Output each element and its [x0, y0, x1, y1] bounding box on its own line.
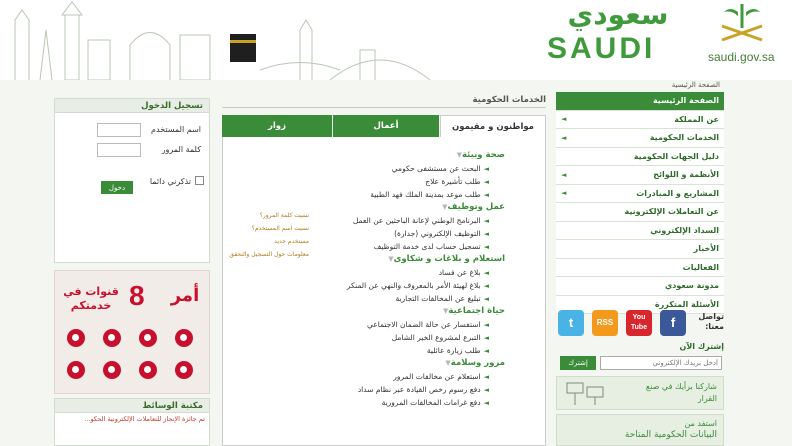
channel-icon [67, 329, 85, 347]
subscribe-form [556, 355, 724, 371]
youtube-icon[interactable]: You Tube [626, 310, 652, 336]
new-user-link[interactable]: مستخدم جديد [274, 238, 309, 245]
password-input[interactable] [97, 143, 141, 157]
logo-english[interactable]: SAUDI [547, 32, 656, 65]
nav-item[interactable] [556, 222, 724, 241]
service-link-label: تسجيل حساب لدى خدمة التوظيف [373, 242, 481, 251]
social-links [556, 308, 724, 338]
bullet-arrow-icon: ◄ [483, 334, 489, 342]
chevron-down-icon: ▼ [443, 307, 449, 315]
chevron-left-icon: ◄ [561, 115, 567, 124]
nav-item[interactable] [556, 166, 724, 185]
channel-icon [175, 329, 193, 347]
service-link-label: دفع رسوم رخص القيادة عبر نظام سداد [357, 385, 481, 394]
open-data-line1: استفد من [684, 419, 717, 428]
service-link-label: طلب موعد بمدينة الملك فهد الطبية [370, 190, 481, 199]
service-link[interactable] [225, 266, 505, 279]
services-title: الخدمات الحكومية [472, 95, 546, 105]
registration-info-link[interactable]: معلومات حول التسجيل والتحقق [229, 251, 309, 258]
media-item-link[interactable]: تم جائزة الإنجاز للتعاملات الإلكترونية الحكو... [84, 415, 205, 423]
services-tabs [222, 115, 546, 137]
bullet-arrow-icon: ◄ [483, 178, 489, 186]
service-link[interactable] [225, 383, 505, 396]
tab-citizens[interactable]: مواطنون و مقيمون [440, 115, 546, 137]
chevron-left-icon: ◄ [561, 133, 567, 142]
tab-visitors[interactable]: زوار [222, 115, 332, 137]
service-category-label: صحة وبيئة [461, 150, 505, 160]
service-link[interactable] [225, 162, 505, 175]
service-link-label: البحث عن مستشفى حكومي [391, 164, 481, 173]
nav-item[interactable] [556, 129, 724, 148]
bullet-arrow-icon: ◄ [483, 347, 489, 355]
service-link[interactable] [225, 370, 505, 383]
banner-text-line1: قنوات في [63, 285, 119, 298]
chevron-down-icon: ▼ [445, 359, 451, 367]
username-row [55, 123, 205, 137]
logo-arabic[interactable]: سعودي [567, 0, 669, 31]
service-link-label: التبرع لمشروع الخير الشامل [391, 333, 481, 342]
nav-item-label: عن المملكة [674, 114, 719, 124]
facebook-icon[interactable]: f [660, 310, 686, 336]
service-link[interactable] [225, 318, 505, 331]
service-link-label: بلاغ عن فساد [438, 268, 481, 277]
service-link-label: طلب زيارة عائلية [426, 346, 481, 355]
service-category-label: عمل وتوظيف [447, 202, 505, 212]
twitter-icon[interactable]: t [558, 310, 584, 336]
service-link[interactable] [225, 279, 505, 292]
rss-icon[interactable]: RSS [592, 310, 618, 336]
bullet-arrow-icon: ◄ [483, 165, 489, 173]
nav-item[interactable] [556, 277, 724, 296]
banner-brand-logo: أمر [170, 285, 200, 306]
service-link-label: طلب تأشيرة علاج [425, 177, 481, 186]
breadcrumb[interactable]: الصفحة الرئيسية [671, 81, 720, 89]
service-link-label: التوظيف الإلكتروني (جدارة) [394, 229, 481, 238]
forgot-password-link[interactable]: نسيت كلمة المرور؟ [259, 212, 309, 219]
email-input[interactable] [600, 356, 722, 370]
password-label: كلمة المرور [161, 145, 201, 154]
nav-item[interactable] [556, 92, 724, 111]
nav-item-label: الصفحة الرئيسية [652, 96, 719, 106]
site-header [0, 0, 792, 80]
subscribe-button[interactable]: إشترك [560, 356, 596, 370]
service-category[interactable] [225, 357, 505, 370]
nav-item-label: الأنظمة و اللوائح [653, 170, 719, 180]
chevron-down-icon: ▼ [388, 255, 394, 263]
login-button[interactable]: دخول [101, 181, 133, 194]
bullet-arrow-icon: ◄ [483, 295, 489, 303]
remember-label: تذكرني دائما [149, 177, 191, 186]
bullet-arrow-icon: ◄ [483, 230, 489, 238]
banner-number: 8 [129, 280, 145, 311]
skyline-illustration [0, 0, 440, 80]
service-link[interactable] [225, 292, 505, 305]
service-link[interactable] [225, 175, 505, 188]
nav-item-label: الأخبار [693, 244, 719, 254]
tab-business[interactable]: أعمال [333, 115, 439, 137]
site-url[interactable]: saudi.gov.sa [708, 50, 775, 64]
service-category[interactable] [225, 305, 505, 318]
nav-item[interactable] [556, 111, 724, 130]
service-link[interactable] [225, 188, 505, 201]
bullet-arrow-icon: ◄ [483, 399, 489, 407]
media-library [54, 398, 210, 446]
nav-item-label: عن التعاملات الإلكترونية [624, 207, 719, 217]
services-panel [222, 95, 546, 446]
service-category-label: حياة اجتماعية [448, 306, 505, 316]
chevron-left-icon: ◄ [561, 189, 567, 198]
service-link-label: استعلام عن مخالفات المرور [393, 372, 481, 381]
saudi-emblem-icon [712, 2, 772, 46]
channel-icon [67, 361, 85, 379]
chevron-down-icon: ▼ [442, 203, 448, 211]
login-links [55, 209, 309, 261]
nav-item-label: الخدمات الحكومية [649, 133, 719, 143]
service-link-label: تبليغ عن المخالفات التجارية [395, 294, 481, 303]
banner-text-line2: خدمتكم [70, 299, 112, 312]
bullet-arrow-icon: ◄ [483, 269, 489, 277]
channel-icon [139, 361, 157, 379]
participation-text: شاركنا برأيك في صنع القرار [645, 382, 717, 403]
chevron-down-icon: ▼ [456, 151, 462, 159]
service-link-label: البرنامج الوطني لإعانة الباحثين عن العمل [352, 216, 481, 225]
channel-icon [103, 329, 121, 347]
service-link[interactable] [225, 396, 505, 409]
nav-item-label: الأسئلة المتكررة [654, 299, 719, 309]
media-title: مكتبة الوسائط [55, 399, 209, 413]
main-navigation [556, 78, 724, 314]
open-data-line2: البيانات الحكومية المتاحة [624, 430, 717, 440]
social-label: تواصل معنا: [698, 312, 724, 331]
nav-item[interactable] [556, 259, 724, 278]
eight-channels-banner[interactable] [54, 270, 210, 394]
subscribe-title: إشترك الآن [679, 342, 724, 351]
service-link[interactable] [225, 331, 505, 344]
chevron-left-icon: ◄ [561, 170, 567, 179]
open-data-banner[interactable] [556, 414, 724, 446]
service-link-label: دفع غرامات المخالفات المرورية [381, 398, 481, 407]
nav-item[interactable] [556, 148, 724, 167]
nav-item-label: المشاريع و المبادرات [636, 188, 719, 198]
bullet-arrow-icon: ◄ [483, 243, 489, 251]
bullet-arrow-icon: ◄ [483, 321, 489, 329]
services-content [222, 137, 546, 446]
service-link-label: بلاغ لهيئة الأمر بالمعروف والنهي عن المنكر [346, 281, 481, 290]
bullet-arrow-icon: ◄ [483, 373, 489, 381]
channel-icon [175, 361, 193, 379]
nav-item[interactable] [556, 240, 724, 259]
service-category-label: استعلام و بلاغات و شكاوى [393, 254, 505, 264]
remember-checkbox[interactable] [195, 176, 204, 185]
password-row [55, 143, 205, 157]
participation-banner[interactable] [556, 376, 724, 410]
channel-icon [139, 329, 157, 347]
service-category[interactable] [225, 149, 505, 162]
services-list [225, 149, 505, 409]
login-title: تسجيل الدخول [55, 99, 209, 113]
bullet-arrow-icon: ◄ [483, 191, 489, 199]
username-label: اسم المستخدم [151, 125, 201, 134]
bullet-arrow-icon: ◄ [483, 282, 489, 290]
nav-item[interactable] [556, 185, 724, 204]
service-link[interactable] [225, 344, 505, 357]
nav-item-label: مدونة سعودي [664, 281, 719, 291]
username-input[interactable] [97, 123, 141, 137]
chat-bubbles-icon [565, 381, 605, 407]
nav-item-label: الفعاليات [682, 262, 719, 272]
service-link-label: استفسار عن حالة الضمان الاجتماعي [367, 320, 481, 329]
bullet-arrow-icon: ◄ [483, 217, 489, 225]
title-divider [222, 107, 546, 108]
nav-item[interactable] [556, 203, 724, 222]
nav-item-label: دليل الجهات الحكومية [633, 151, 719, 161]
channel-icon [103, 361, 121, 379]
service-category-label: مرور وسلامة [450, 358, 505, 368]
forgot-username-link[interactable]: نسيت اسم المستخدم؟ [251, 225, 309, 232]
nav-item-label: السداد الإلكتروني [650, 225, 719, 235]
bullet-arrow-icon: ◄ [483, 386, 489, 394]
